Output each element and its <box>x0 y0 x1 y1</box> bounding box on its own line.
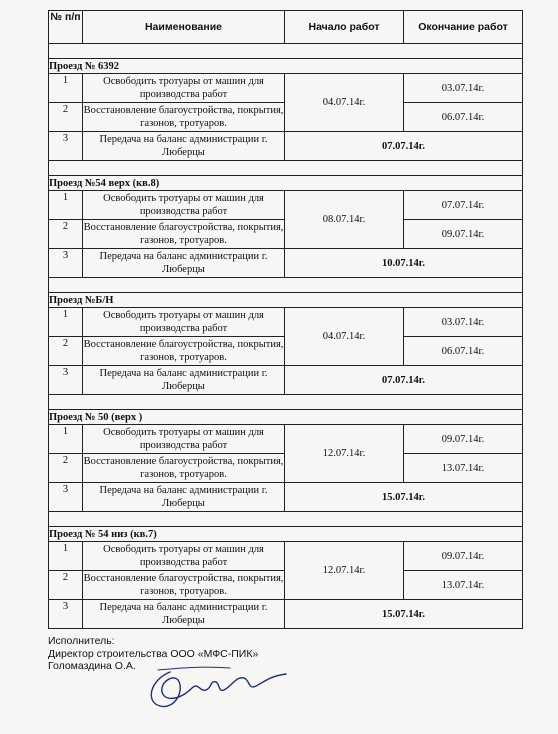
schedule-table <box>48 10 523 629</box>
row-task-name: Освободить тротуары от машин для производства работ <box>83 425 285 454</box>
row-task-name: Передача на баланс администрации г. Люберцы <box>83 132 285 161</box>
row-end-date: 03.07.14г. <box>404 308 523 337</box>
section-final-date: 15.07.14г. <box>285 483 523 512</box>
section-gap <box>49 161 523 176</box>
section-start-date: 08.07.14г. <box>285 191 404 249</box>
row-task-name: Передача на баланс администрации г. Люберцы <box>83 600 285 629</box>
row-number: 1 <box>49 74 83 103</box>
section-title-row <box>49 176 523 191</box>
section-start-date: 04.07.14г. <box>285 308 404 366</box>
row-end-date: 09.07.14г. <box>404 425 523 454</box>
row-number: 3 <box>49 483 83 512</box>
table-row <box>49 600 523 629</box>
section-title: Проезд №Б/Н <box>49 293 523 308</box>
row-end-date: 06.07.14г. <box>404 337 523 366</box>
row-task-name: Передача на баланс администрации г. Люберцы <box>83 366 285 395</box>
header-name: Наименование <box>83 11 285 44</box>
row-number: 2 <box>49 220 83 249</box>
row-end-date: 09.07.14г. <box>404 220 523 249</box>
executor-position: Директор строительства ООО «МФС-ПИК» <box>48 647 259 660</box>
section-start-date: 12.07.14г. <box>285 425 404 483</box>
section-gap <box>49 395 523 410</box>
section-start-date: 12.07.14г. <box>285 542 404 600</box>
row-number: 2 <box>49 454 83 483</box>
section-final-date: 07.07.14г. <box>285 132 523 161</box>
handwritten-signature <box>140 662 290 712</box>
section-title: Проезд № 54 низ (кв.7) <box>49 527 523 542</box>
row-number: 3 <box>49 249 83 278</box>
section-gap-row <box>49 44 523 59</box>
header-end: Окончание работ <box>404 11 523 44</box>
table-row <box>49 132 523 161</box>
section-gap <box>49 512 523 527</box>
table-row <box>49 308 523 337</box>
section-gap <box>49 44 523 59</box>
row-end-date: 03.07.14г. <box>404 74 523 103</box>
section-start-date: 04.07.14г. <box>285 74 404 132</box>
section-title-row <box>49 527 523 542</box>
section-final-date: 10.07.14г. <box>285 249 523 278</box>
section-gap <box>49 278 523 293</box>
section-gap-row <box>49 395 523 410</box>
row-number: 3 <box>49 132 83 161</box>
section-title-row <box>49 59 523 74</box>
row-task-name: Восстановление благоустройства, покрытия, газонов, тротуаров. <box>83 103 285 132</box>
section-title-row <box>49 293 523 308</box>
section-title: Проезд №54 верх (кв.8) <box>49 176 523 191</box>
executor-name: Голомаздина О.А. <box>48 660 136 672</box>
row-end-date: 07.07.14г. <box>404 191 523 220</box>
header-start: Начало работ <box>285 11 404 44</box>
table-row <box>49 249 523 278</box>
row-number: 3 <box>49 366 83 395</box>
row-number: 1 <box>49 191 83 220</box>
row-task-name: Освободить тротуары от машин для производства работ <box>83 308 285 337</box>
row-task-name: Освободить тротуары от машин для производства работ <box>83 542 285 571</box>
row-number: 3 <box>49 600 83 629</box>
row-end-date: 13.07.14г. <box>404 454 523 483</box>
section-title-row <box>49 410 523 425</box>
table-row <box>49 191 523 220</box>
section-gap-row <box>49 161 523 176</box>
row-task-name: Восстановление благоустройства, покрытия, газонов, тротуаров. <box>83 571 285 600</box>
row-number: 2 <box>49 103 83 132</box>
table-body <box>49 44 523 629</box>
row-task-name: Освободить тротуары от машин для производства работ <box>83 191 285 220</box>
section-gap-row <box>49 512 523 527</box>
table-row <box>49 425 523 454</box>
row-number: 2 <box>49 337 83 366</box>
row-task-name: Восстановление благоустройства, покрытия, газонов, тротуаров. <box>83 220 285 249</box>
row-number: 1 <box>49 425 83 454</box>
row-number: 1 <box>49 308 83 337</box>
table-row <box>49 366 523 395</box>
section-gap-row <box>49 278 523 293</box>
row-task-name: Восстановление благоустройства, покрытия, газонов, тротуаров. <box>83 337 285 366</box>
row-end-date: 09.07.14г. <box>404 542 523 571</box>
row-number: 1 <box>49 542 83 571</box>
row-task-name: Освободить тротуары от машин для производства работ <box>83 74 285 103</box>
row-end-date: 13.07.14г. <box>404 571 523 600</box>
table-header-row <box>49 11 523 44</box>
row-end-date: 06.07.14г. <box>404 103 523 132</box>
section-final-date: 07.07.14г. <box>285 366 523 395</box>
row-number: 2 <box>49 571 83 600</box>
section-final-date: 15.07.14г. <box>285 600 523 629</box>
section-title: Проезд № 6392 <box>49 59 523 74</box>
executor-label: Исполнитель: <box>48 635 115 647</box>
row-task-name: Передача на баланс администрации г. Люберцы <box>83 483 285 512</box>
table-row <box>49 74 523 103</box>
table-row <box>49 542 523 571</box>
table-row <box>49 483 523 512</box>
row-task-name: Восстановление благоустройства, покрытия, газонов, тротуаров. <box>83 454 285 483</box>
section-title: Проезд № 50 (верх ) <box>49 410 523 425</box>
row-task-name: Передача на баланс администрации г. Люберцы <box>83 249 285 278</box>
header-num: № п/п <box>49 11 83 44</box>
